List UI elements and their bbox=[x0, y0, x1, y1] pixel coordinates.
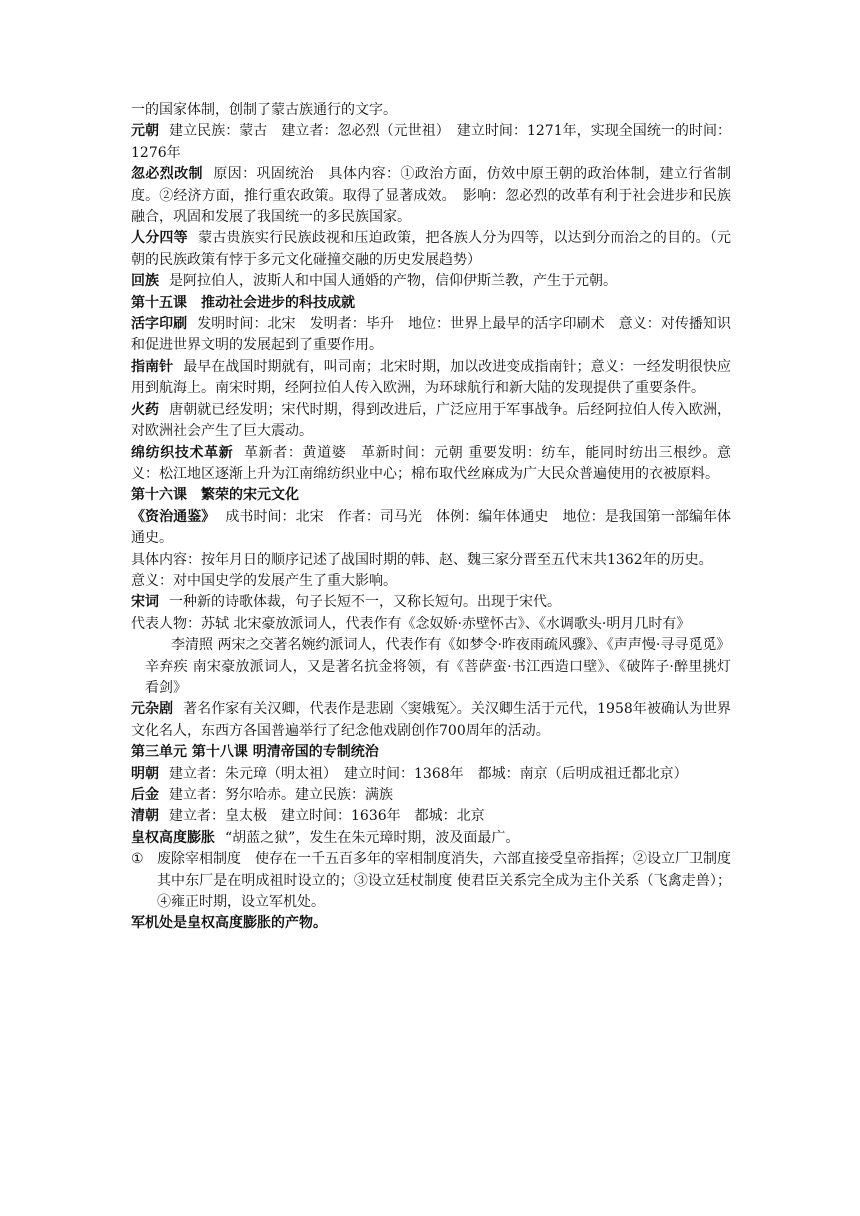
term: 明朝 bbox=[131, 765, 159, 782]
term-text: 著名作家有关汉卿，代表作是悲剧〈窦娥冤〉。关汉卿生活于元代，1958年被确认为世界文化名人，东西方各国普遍举行了纪念他戏剧创作700周年的活动。 bbox=[131, 701, 731, 739]
term-text: 是阿拉伯人，波斯人和中国人通婚的产物，信仰伊斯兰教，产生于元朝。 bbox=[169, 273, 617, 290]
section-heading-lesson-15: 第十五课 推动社会进步的科技成就 bbox=[131, 294, 355, 311]
paragraph-li-qingzhao: 李清照 两宋之交著名婉约派词人，代表作有《如梦令·昨夜雨疏风骤》、《声声慢·寻寻觅觅》 bbox=[171, 637, 731, 654]
paragraph: 一的国家体制，创制了蒙古族通行的文字。 bbox=[131, 102, 397, 118]
term-text: “胡蓝之狱”，发生在朱元璋时期，波及面最广。 bbox=[225, 829, 520, 846]
section-heading-unit-3: 第三单元 第十八课 明清帝国的专制统治 bbox=[131, 744, 379, 761]
paragraph-kublai-reform bbox=[131, 164, 731, 228]
paragraph-four-classes bbox=[131, 228, 731, 271]
document-page bbox=[131, 100, 731, 935]
term: 绵纺织技术革新 bbox=[131, 444, 234, 461]
paragraph-xin-qiji: 辛弃疾 南宋豪放派词人，又是著名抗金将领，有《菩萨蛮·书江西造口壁》、《破阵子·醉里挑灯看剑》 bbox=[145, 658, 731, 696]
paragraph: 意义：对中国史学的发展产生了重大影响。 bbox=[131, 572, 397, 589]
section-heading-lesson-16: 第十六课 繁荣的宋元文化 bbox=[131, 487, 299, 504]
paragraph-movable-type bbox=[131, 314, 731, 357]
term: 活字印刷 bbox=[131, 316, 188, 333]
term: 宋词 bbox=[131, 594, 159, 611]
paragraph-yuan-dynasty bbox=[131, 121, 731, 164]
term-text: 唐朝就已经发明；宋代时期，得到改进后，广泛应用于军事战争。后经阿拉伯人传入欧洲，对欧洲社会产生了巨大震动。 bbox=[131, 401, 732, 440]
list-text: 废除宰相制度 使存在一千五百多年的宰相制度消失，六部直接受皇帝指挥；②设立厂卫制度 其中东厂是在明成祖时设立的；③设立廷杖制度 使君臣关系完全成为主仆关系（飞禽走兽）；④雍正时期，设立军机处。 bbox=[157, 851, 731, 911]
paragraph-imperial-power bbox=[131, 828, 731, 849]
term: 人分四等 bbox=[131, 230, 188, 247]
term: 火药 bbox=[131, 401, 160, 418]
paragraph-cotton-textile bbox=[131, 443, 731, 486]
term-text: 发明时间：北宋 发明者：毕升 地位：世界上最早的活字印刷术 意义：对传播知识和促进世界文明的发展起到了重要作用。 bbox=[131, 316, 732, 354]
term: 清朝 bbox=[131, 808, 159, 825]
term-text: 蒙古贵族实行民族歧视和压迫政策，把各族人分为四等，以达到分而治之的目的。（元朝的民族政策有悖于多元文化碰撞交融的历史发展趋势） bbox=[131, 230, 731, 268]
paragraph-gunpowder bbox=[131, 400, 731, 443]
paragraph-hui-ethnic bbox=[131, 271, 731, 292]
paragraph: 具体内容：按年月日的顺序记述了战国时期的韩、赵、魏三家分晋至五代末共1362年的历史。 bbox=[131, 551, 713, 568]
term-text: 最早在战国时期就有，叫司南；北宋时期，加以改进变成指南针；意义：一经发明很快应用到航海上。南宋时期，经阿拉伯人传入欧洲，为环球航行和新大陆的发现提供了重要条件。 bbox=[131, 358, 732, 397]
term-text: 革新者：黄道婆 革新时间：元朝 重要发明：纺车，能同时纺出三根纱。意义：松江地区逐渐上升为江南绵纺织业中心；棉布取代丝麻成为广大民众普遍使用的衣被原料。 bbox=[131, 444, 732, 482]
term: 皇权高度膨胀 bbox=[131, 829, 215, 846]
term: 后金 bbox=[131, 787, 159, 803]
term-text: 成书时间：北宋 作者：司马光 体例：编年体通史 地位：是我国第一部编年体通史。 bbox=[131, 508, 732, 547]
term: 元朝 bbox=[131, 123, 160, 140]
list-item bbox=[131, 849, 731, 913]
paragraph-zizhi-tongjian bbox=[131, 507, 731, 550]
term-text: 建立者：皇太极 建立时间：1636年 都城：北京 bbox=[169, 808, 485, 825]
paragraph-later-jin bbox=[131, 785, 731, 806]
term: 回族 bbox=[131, 273, 159, 290]
paragraph-yuan-zaju bbox=[131, 699, 731, 742]
paragraph-su-shi: 代表人物：苏轼 北宋豪放派词人，代表作有《念奴娇·赤壁怀古》、《水调歌头·明月几时有》 bbox=[131, 615, 691, 632]
list-number: ① bbox=[131, 851, 144, 868]
term: 《资治通鉴》 bbox=[131, 508, 216, 525]
term-text: 建立民族：蒙古 建立者：忽必烈（元世祖） 建立时间：1271年，实现全国统一的时间：1276年 bbox=[131, 123, 731, 161]
term-text: 一种新的诗歌体裁，句子长短不一，又称长短句。出现于宋代。 bbox=[169, 594, 561, 611]
term-text: 建立者：朱元璋（明太祖） 建立时间：1368年 都城：南京（后明成祖迁都北京） bbox=[169, 765, 688, 782]
paragraph-qing-dynasty bbox=[131, 806, 731, 827]
term-text: 原因：巩固统治 具体内容：①政治方面，仿效中原王朝的政治体制，建立行省制度。②经济方面，推行重农政策。取得了显著成效。 影响：忽必烈的改革有利于社会进步和民族融合，巩固和发展了我国统一的多民族国家。 bbox=[131, 166, 731, 226]
term: 忽必烈改制 bbox=[131, 166, 203, 183]
paragraph-ming-dynasty bbox=[131, 764, 731, 785]
term: 指南针 bbox=[131, 358, 174, 375]
paragraph-compass bbox=[131, 357, 731, 400]
paragraph-grand-council: 军机处是皇权高度膨胀的产物。 bbox=[131, 915, 327, 932]
paragraph-song-ci bbox=[131, 592, 731, 613]
term-text: 建立者：努尔哈赤。建立民族：满族 bbox=[169, 787, 393, 803]
term: 元杂剧 bbox=[131, 701, 174, 718]
